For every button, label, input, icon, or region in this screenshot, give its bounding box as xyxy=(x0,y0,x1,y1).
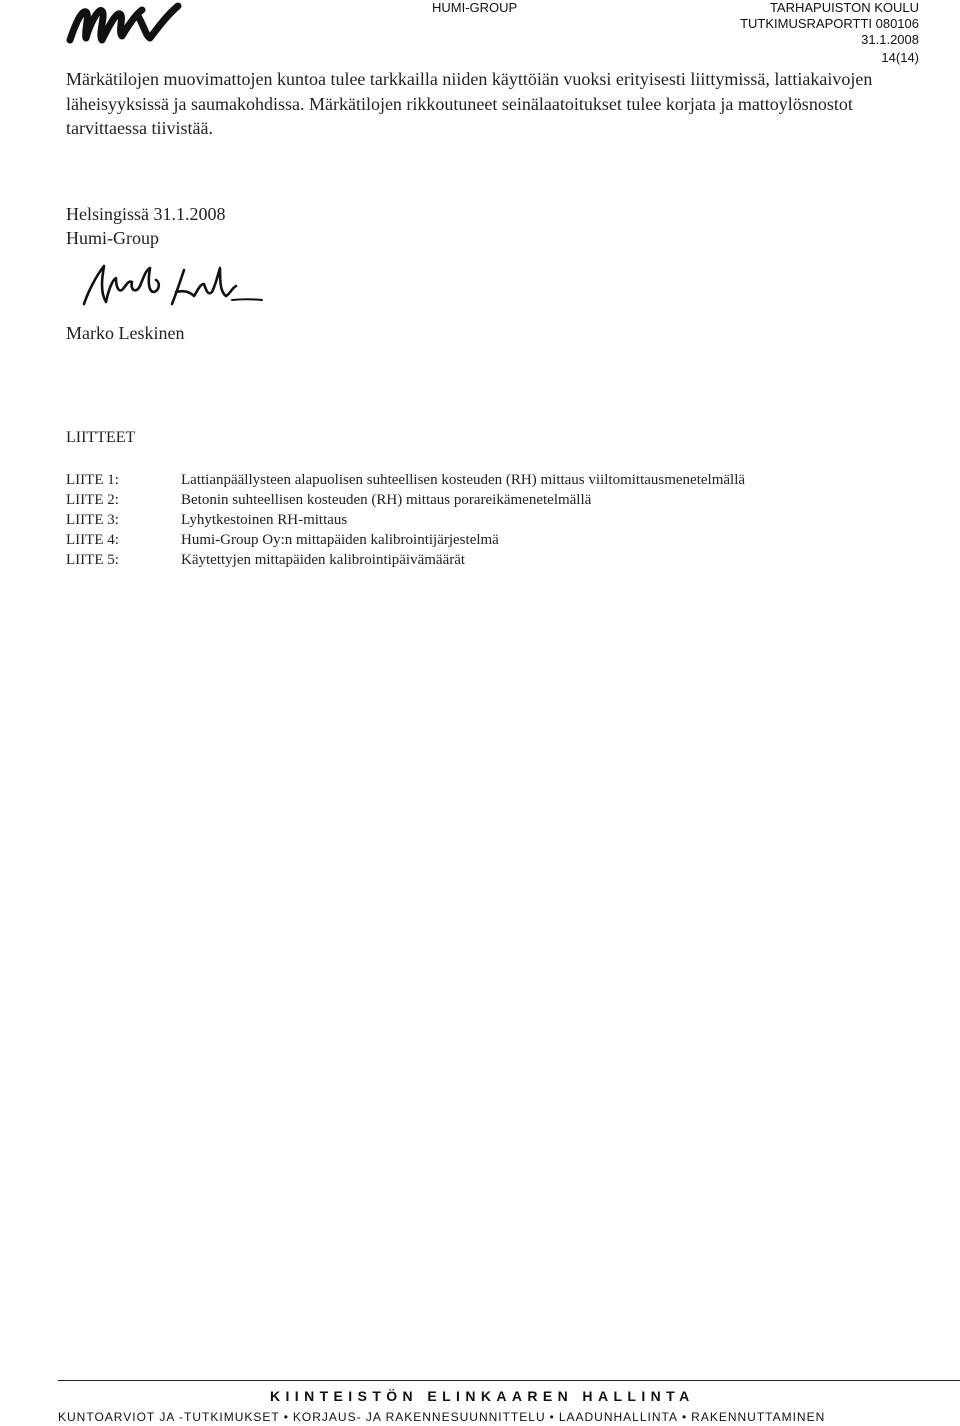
attachment-row xyxy=(66,490,745,510)
attachment-id: LIITE 1: xyxy=(66,472,119,488)
footer-title: KIINTEISTÖN ELINKAAREN HALLINTA xyxy=(270,1388,695,1404)
footer-service: KUNTOARVIOT JA -TUTKIMUKSET xyxy=(58,1410,280,1424)
bullet-icon: • xyxy=(681,1410,688,1424)
signer-name: Marko Leskinen xyxy=(66,323,185,343)
attachment-description: Lyhytkestoinen RH-mittaus xyxy=(181,512,348,528)
company-logo xyxy=(66,2,182,48)
header-date: 31.1.2008 xyxy=(861,32,919,47)
attachment-description: Betonin suhteellisen kosteuden (RH) mittaus porareikämenetelmällä xyxy=(181,492,592,508)
attachment-description: Lattianpäällysteen alapuolisen suhteellisen kosteuden (RH) mittaus viiltomittausmenetelmällä xyxy=(181,472,746,488)
attachment-row xyxy=(66,530,745,550)
attachments-title: LIITTEET xyxy=(66,429,136,446)
header-meta xyxy=(740,0,919,66)
footer-divider xyxy=(58,1380,960,1381)
attachment-row xyxy=(66,550,745,570)
header-report-number: TUTKIMUSRAPORTTI 080106 xyxy=(740,16,919,31)
company-name: Humi-Group xyxy=(66,228,159,248)
attachment-description: Humi-Group Oy:n mittapäiden kalibrointijärjestelmä xyxy=(181,532,499,548)
attachment-row xyxy=(66,510,745,530)
bullet-icon: • xyxy=(549,1410,555,1424)
attachments-list xyxy=(66,470,745,570)
place-date: Helsingissä 31.1.2008 xyxy=(66,204,226,224)
attachment-id: LIITE 3: xyxy=(66,512,119,528)
footer-service: LAADUNHALLINTA xyxy=(558,1410,678,1424)
attachment-id: LIITE 5: xyxy=(66,552,119,568)
header-page-number: 14(14) xyxy=(881,50,919,65)
attachment-id: LIITE 2: xyxy=(66,492,119,508)
attachment-description: Käytettyjen mittapäiden kalibrointipäivämäärät xyxy=(181,552,466,568)
footer-service: KORJAUS- JA RAKENNESUUNNITTELU xyxy=(292,1410,546,1424)
handwritten-signature xyxy=(82,262,264,312)
header-company: HUMI-GROUP xyxy=(432,0,518,15)
body-paragraph: Märkätilojen muovimattojen kuntoa tulee tarkkailla niiden käyttöiän vuoksi erityisesti liittymissä, lattiakaivojen läheisyyksissä ja saumakohdissa. Märkätilojen rikkoutuneet seinälaatoitukset tulee korjata ja mattoylösnostot tarvittaessa tiivistää. xyxy=(66,69,873,138)
place-date-block xyxy=(66,202,226,250)
footer-services xyxy=(58,1410,825,1424)
header-project: TARHAPUISTON KOULU xyxy=(769,0,919,15)
attachment-id: LIITE 4: xyxy=(66,532,119,548)
attachment-row xyxy=(66,470,745,490)
footer-service: RAKENNUTTAMINEN xyxy=(691,1410,826,1424)
bullet-icon: • xyxy=(283,1410,289,1424)
